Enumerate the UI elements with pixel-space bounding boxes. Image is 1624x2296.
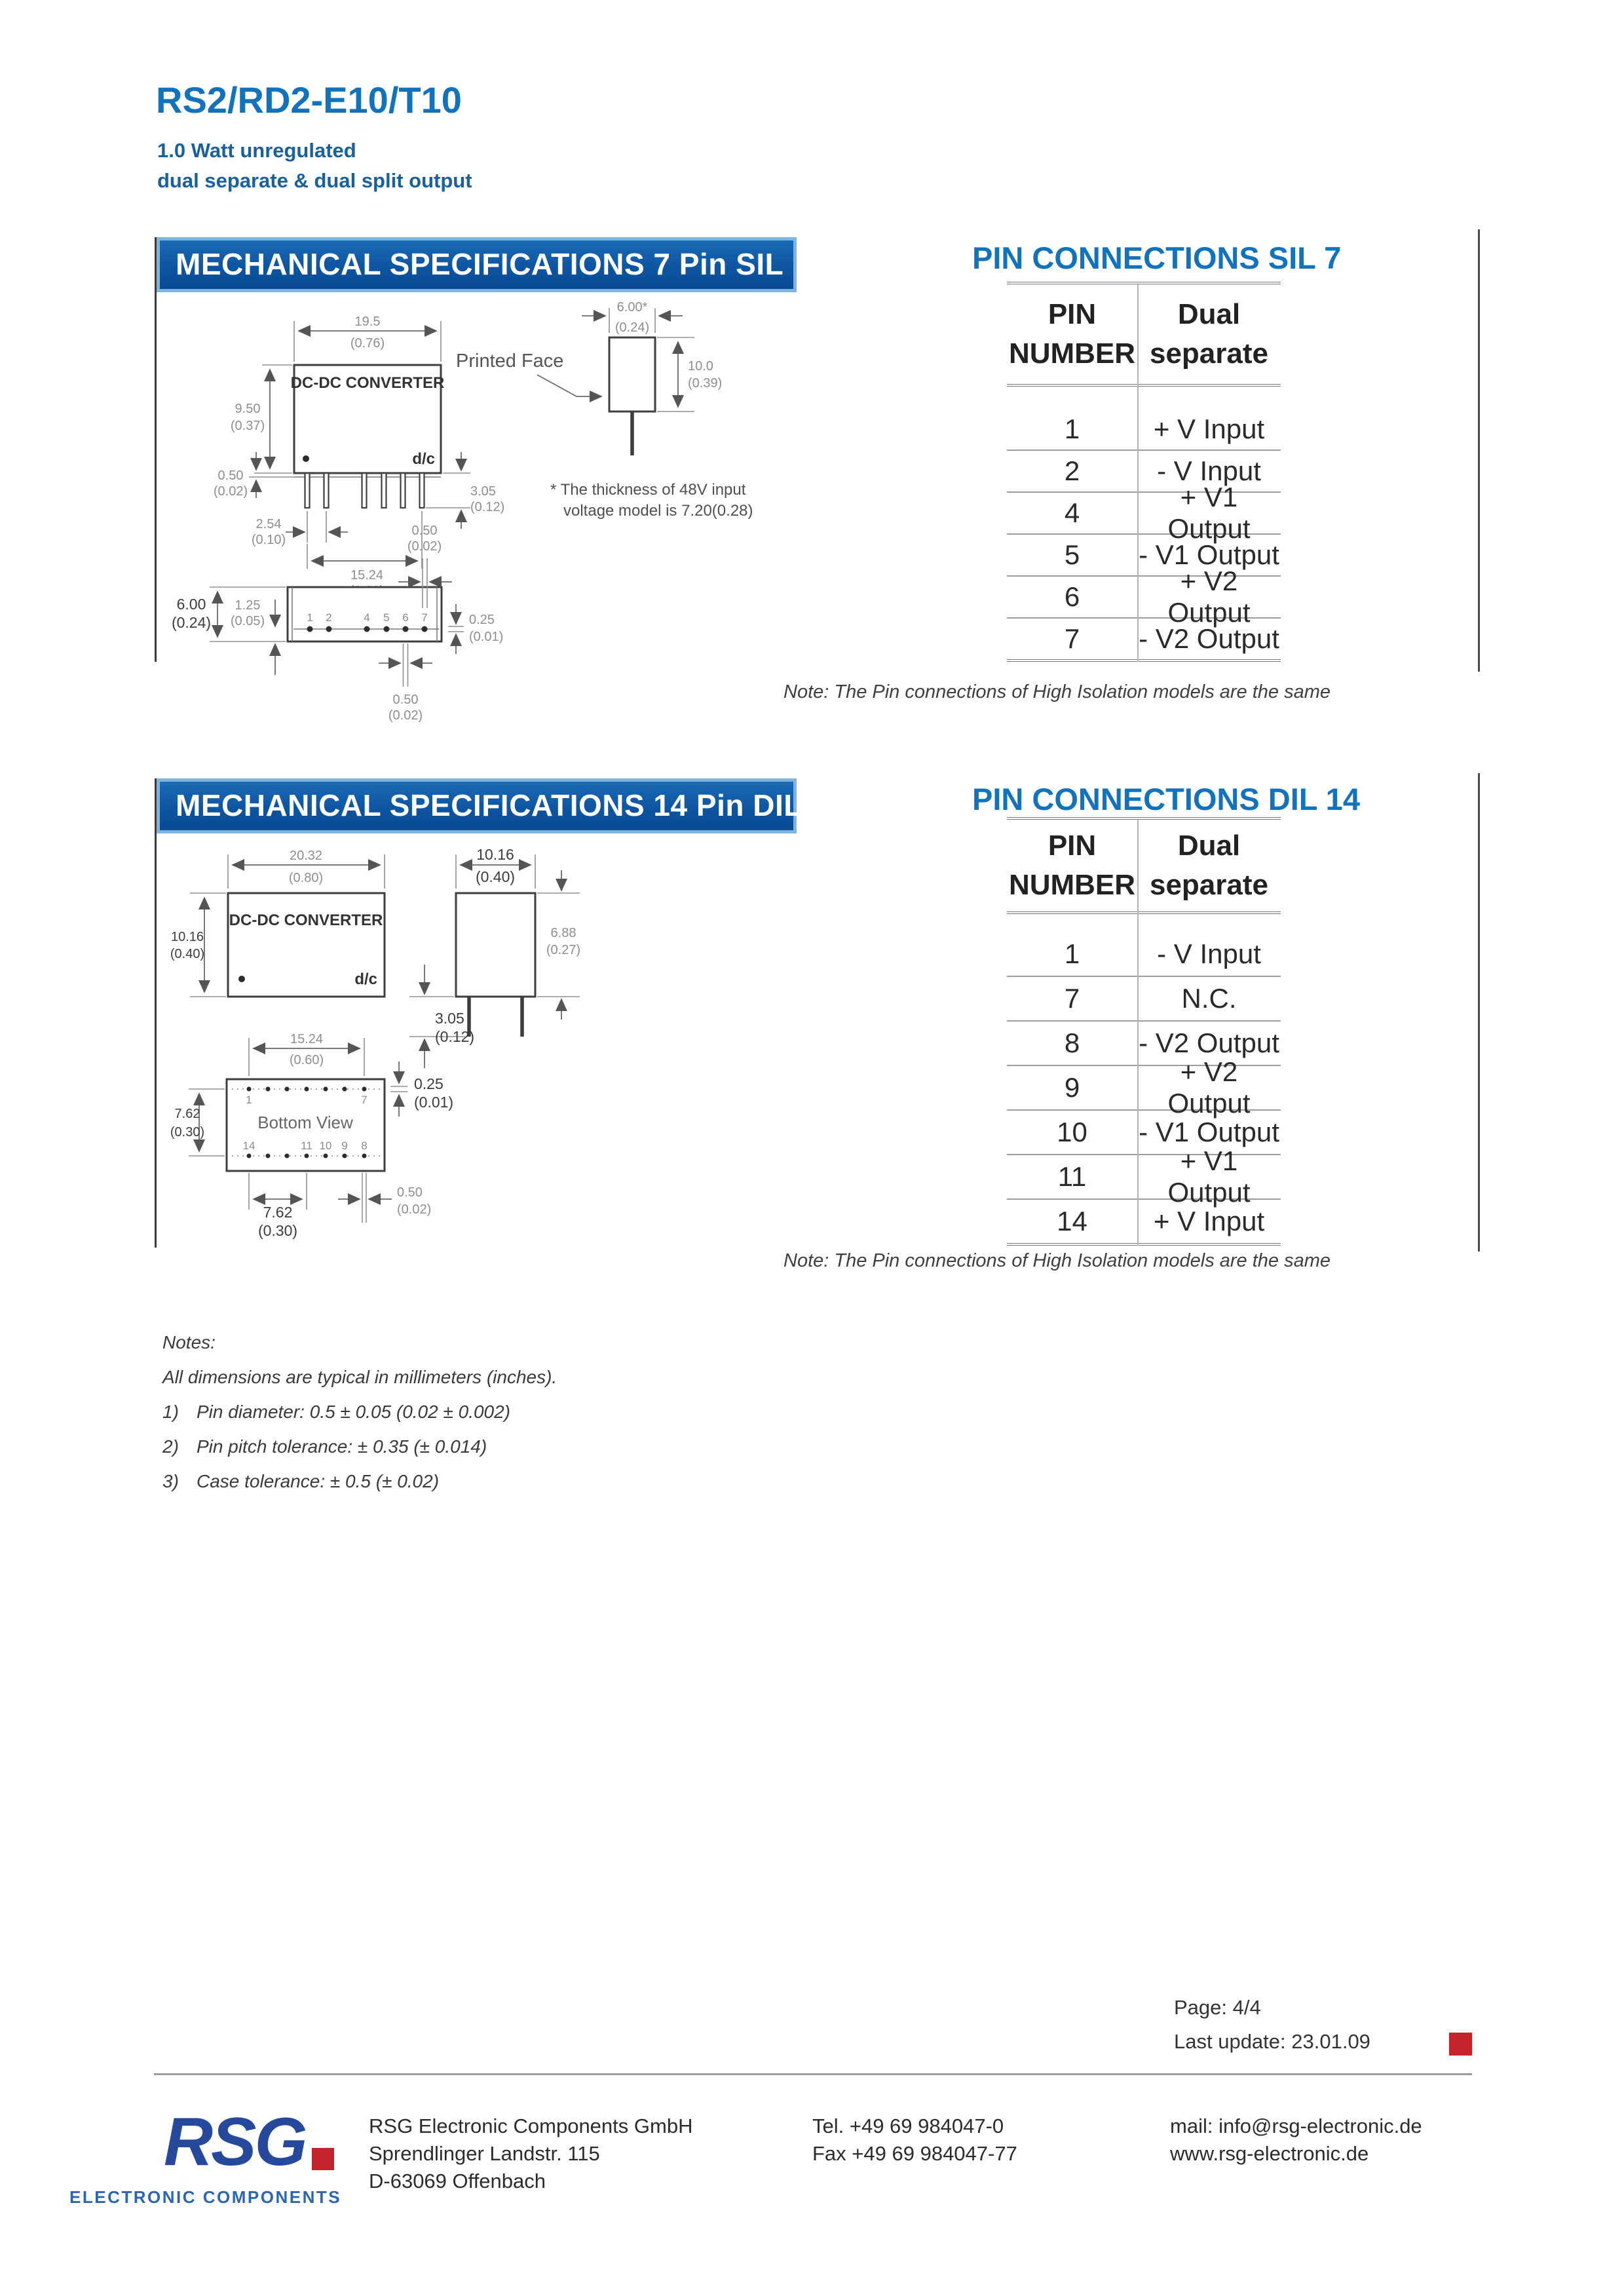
sil-pin-table	[1007, 282, 1281, 662]
note-item: 2) Pin pitch tolerance: ± 0.35 (± 0.014)	[162, 1436, 487, 1457]
dil-top-view	[228, 893, 385, 997]
dim-bottom-offset	[231, 598, 275, 675]
dim-pin-width-bottom	[379, 643, 432, 723]
dil-side-view	[456, 893, 535, 1037]
page-subtitle-1: 1.0 Watt unregulated	[157, 139, 356, 162]
notes-intro: All dimensions are typical in millimeters (inches).	[162, 1367, 557, 1387]
sil-section-header: MECHANICAL SPECIFICATIONS 7 Pin SIL	[157, 237, 797, 292]
converter-label: DC-DC CONVERTER	[290, 374, 445, 392]
svg-text:(0.12): (0.12)	[435, 1028, 475, 1045]
svg-text:6.88: 6.88	[550, 926, 576, 940]
table-row: 5 - V1 Output	[1007, 535, 1281, 577]
svg-text:10.16: 10.16	[170, 930, 204, 944]
sil-front-view	[291, 365, 445, 508]
svg-text:6: 6	[402, 611, 409, 624]
svg-text:9: 9	[341, 1139, 348, 1152]
sil-bottom-view	[288, 587, 442, 641]
dim-side-height	[537, 870, 580, 1020]
table-row: 10 - V1 Output	[1007, 1111, 1281, 1155]
svg-text:(0.05): (0.05)	[230, 614, 265, 628]
svg-text:3.05: 3.05	[470, 484, 496, 499]
table-row: 2 - V Input	[1007, 451, 1281, 493]
page-title: RS2/RD2-E10/T10	[156, 79, 462, 121]
svg-text:* The thickness of 48V input: * The thickness of 48V input	[550, 481, 746, 499]
footer-phone: Tel. +49 69 984047-0 Fax +49 69 984047-77	[812, 2114, 1017, 2165]
table-header	[1007, 820, 1281, 914]
svg-text:voltage model is 7.20(0.28): voltage model is 7.20(0.28)	[563, 502, 753, 520]
note-item: 3) Case tolerance: ± 0.5 (± 0.02)	[162, 1471, 440, 1491]
column-divider	[1137, 820, 1139, 1246]
svg-text:14: 14	[242, 1139, 255, 1152]
rsg-logo	[164, 2104, 334, 2180]
dil-section-header: MECHANICAL SPECIFICATIONS 14 Pin DIL	[157, 778, 797, 833]
svg-text:9.50: 9.50	[235, 402, 261, 416]
svg-text:Printed Face: Printed Face	[456, 351, 564, 372]
dim-side-height	[657, 337, 722, 411]
dil-table-note: Note: The Pin connections of High Isolation models are the same	[784, 1250, 1331, 1271]
svg-text:10.0: 10.0	[688, 359, 713, 373]
table-row: 9 + V2 Output	[1007, 1066, 1281, 1111]
table-row: 7 N.C.	[1007, 977, 1281, 1022]
footer-rule	[154, 2073, 1472, 2075]
note-item: 1) Pin diameter: 0.5 ± 0.05 (0.02 ± 0.002)	[162, 1402, 511, 1422]
dim-height	[170, 893, 226, 997]
dim-pin-dia	[448, 604, 503, 654]
dc-label: d/c	[412, 450, 435, 468]
dim-width	[228, 849, 385, 889]
sil-left-rule	[155, 237, 157, 662]
dim-height	[231, 365, 292, 473]
pin1-mark	[303, 455, 309, 462]
svg-text:(0.02): (0.02)	[213, 484, 248, 499]
dim-span	[249, 1032, 364, 1076]
svg-text:(0.27): (0.27)	[546, 943, 581, 957]
svg-text:10.16: 10.16	[476, 846, 514, 863]
svg-text:(0.01): (0.01)	[469, 630, 504, 644]
footer-company-address: RSG Electronic Components GmbH Sprendlinger Landstr. 115 D-63069 Offenbach	[369, 2114, 693, 2192]
svg-text:5: 5	[383, 611, 390, 624]
svg-text:(0.10): (0.10)	[251, 533, 286, 547]
svg-text:(0.76): (0.76)	[350, 336, 385, 351]
thickness-footnote	[550, 481, 753, 520]
dim-side-width	[582, 300, 683, 335]
column-divider	[1137, 284, 1139, 662]
svg-text:19.5: 19.5	[354, 315, 381, 329]
page-number: Page: 4/4	[1174, 1996, 1261, 2019]
table-row: 11 + V1 Output	[1007, 1155, 1281, 1200]
svg-text:2.54: 2.54	[255, 517, 282, 531]
table-row: 1 + V Input	[1007, 409, 1281, 451]
svg-text:6.00: 6.00	[176, 596, 206, 613]
svg-text:15.24: 15.24	[290, 1032, 324, 1046]
dim-standoff	[214, 452, 294, 499]
printed-face-callout	[456, 351, 601, 396]
bottom-view-label: Bottom View	[257, 1113, 353, 1132]
svg-text:0.25: 0.25	[414, 1075, 444, 1092]
svg-text:(0.02): (0.02)	[397, 1202, 432, 1217]
table-row: 4 + V1 Output	[1007, 493, 1281, 535]
svg-text:3.05: 3.05	[435, 1010, 464, 1027]
red-square-accent	[1449, 2033, 1472, 2056]
dil-pin-table	[1007, 817, 1281, 1246]
svg-text:(0.37): (0.37)	[230, 419, 265, 433]
dil-right-rule	[1478, 773, 1480, 1252]
logo-text: RSG	[164, 2104, 306, 2180]
svg-text:0.50: 0.50	[392, 693, 419, 707]
svg-text:4: 4	[364, 611, 370, 624]
table-row: 7 - V2 Output	[1064, 623, 1279, 654]
table-header	[1007, 284, 1281, 387]
svg-text:1.25: 1.25	[235, 598, 261, 613]
svg-text:7.62: 7.62	[263, 1204, 293, 1221]
svg-text:7: 7	[421, 611, 428, 624]
header-dual-separate: Dual separate	[1149, 298, 1268, 370]
svg-text:11: 11	[301, 1139, 312, 1152]
logo-subtitle: ELECTRONIC COMPONENTS	[69, 2187, 342, 2207]
svg-text:(0.01): (0.01)	[414, 1094, 454, 1111]
svg-text:(0.30): (0.30)	[257, 1222, 298, 1239]
dim-span	[307, 511, 422, 598]
table-row: 8 - V2 Output	[1007, 1022, 1281, 1066]
dim-row-pitch	[170, 1089, 225, 1156]
svg-text:(0.39): (0.39)	[688, 376, 723, 391]
svg-text:20.32: 20.32	[289, 849, 323, 863]
converter-label: DC-DC CONVERTER	[229, 911, 383, 929]
dim-bottom-height	[172, 587, 286, 641]
sil-table-note: Note: The Pin connections of High Isolation models are the same	[784, 681, 1331, 702]
notes-block	[162, 1325, 557, 1499]
table-row: 1 - V Input	[1007, 932, 1281, 977]
svg-text:(0.02): (0.02)	[407, 539, 442, 554]
dim-bottom-pitch	[249, 1173, 307, 1239]
dil-pin-connections-title: PIN CONNECTIONS DIL 14	[972, 782, 1360, 816]
svg-text:(0.60): (0.60)	[289, 1053, 324, 1067]
svg-text:6.00*: 6.00*	[616, 300, 648, 315]
dim-pin-dia	[390, 1062, 453, 1117]
svg-text:7: 7	[361, 1094, 368, 1106]
sil-pin-connections-title: PIN CONNECTIONS SIL 7	[972, 240, 1342, 275]
dim-pin-width	[338, 1173, 431, 1223]
svg-text:(0.24): (0.24)	[614, 320, 650, 335]
svg-text:0.50: 0.50	[411, 524, 438, 538]
table-row: 14 + V Input	[1057, 1206, 1265, 1236]
dil-mechanical-drawing	[170, 845, 806, 1252]
header-pin-number: PIN NUMBER	[1008, 298, 1136, 370]
header-pin-number: PIN NUMBER	[1008, 830, 1136, 901]
dim-pitch	[252, 511, 348, 547]
svg-text:(0.12): (0.12)	[470, 500, 505, 514]
logo-dot-icon	[312, 2148, 334, 2170]
svg-text:(0.02): (0.02)	[388, 708, 423, 723]
svg-text:(0.40): (0.40)	[170, 947, 205, 961]
svg-text:15.24: 15.24	[350, 568, 384, 583]
last-update: Last update: 23.01.09	[1174, 2030, 1370, 2053]
dim-side-width	[456, 846, 535, 889]
svg-text:0.25: 0.25	[469, 613, 495, 627]
svg-text:7.62: 7.62	[174, 1107, 200, 1121]
svg-text:8: 8	[361, 1139, 368, 1152]
page-subtitle-2: dual separate & dual split output	[157, 169, 472, 192]
footer-online: mail: info@rsg-electronic.de www.rsg-electronic.de	[1170, 2114, 1422, 2165]
svg-text:0.50: 0.50	[217, 469, 244, 483]
svg-text:(0.80): (0.80)	[288, 871, 324, 885]
header-dual-separate: Dual separate	[1149, 830, 1268, 901]
dil-bottom-view	[227, 1079, 385, 1171]
svg-text:(0.40): (0.40)	[475, 868, 516, 885]
table-row: 6 + V2 Output	[1007, 577, 1281, 619]
table-body	[1007, 914, 1281, 1246]
sil-side-view	[609, 337, 655, 455]
svg-text:2: 2	[326, 611, 332, 624]
dim-width	[294, 315, 441, 362]
sil-right-rule	[1478, 229, 1480, 672]
svg-text:(0.30): (0.30)	[170, 1125, 205, 1139]
dc-label: d/c	[354, 970, 377, 988]
svg-text:(0.24): (0.24)	[171, 614, 212, 631]
svg-text:1: 1	[246, 1094, 252, 1106]
svg-text:10: 10	[319, 1139, 332, 1152]
table-body	[1007, 387, 1281, 662]
pin1-mark	[238, 976, 245, 982]
svg-text:1: 1	[307, 611, 313, 624]
sil-mechanical-drawing	[170, 301, 806, 727]
svg-text:0.50: 0.50	[397, 1185, 423, 1200]
dil-left-rule	[155, 778, 157, 1248]
notes-title: Notes:	[162, 1332, 216, 1352]
